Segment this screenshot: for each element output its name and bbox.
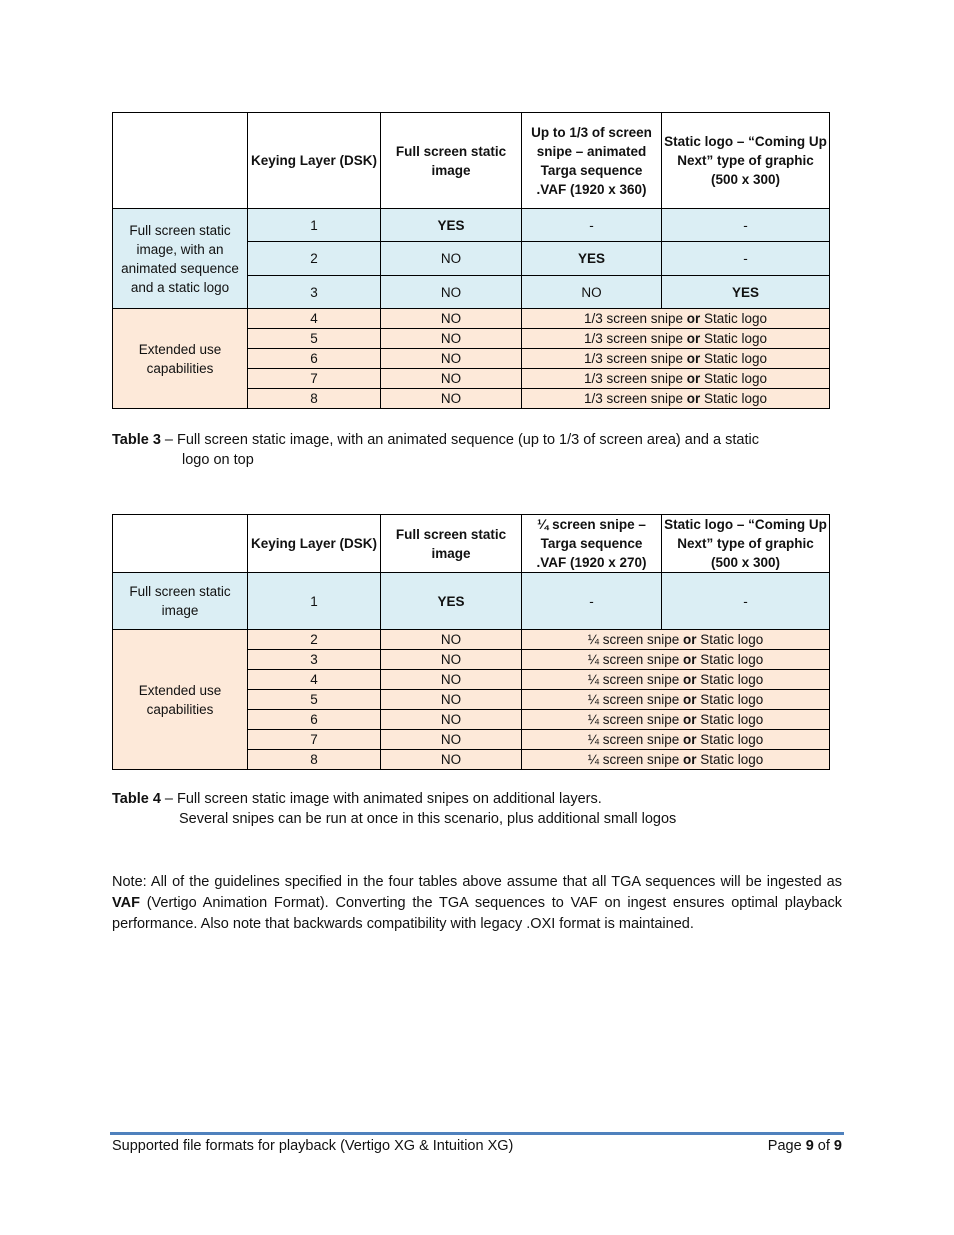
full-screen-cell: NO (381, 349, 522, 369)
layer-cell: 2 (248, 242, 381, 276)
snipe-cell: - (522, 573, 662, 630)
full-screen-cell: NO (381, 276, 522, 309)
full-screen-cell: NO (381, 730, 522, 750)
snipe-cell: NO (522, 276, 662, 309)
merged-cell: ¼ screen snipe or Static logo (522, 690, 830, 710)
table-header-cell (113, 113, 248, 209)
logo-cell: - (662, 209, 830, 242)
row-group-label: Full screen static image (113, 573, 248, 630)
table-header-full-screen: Full screen static image (381, 113, 522, 209)
full-screen-cell: NO (381, 329, 522, 349)
table-header-full-screen: Full screen static image (381, 515, 522, 573)
layer-cell: 6 (248, 710, 381, 730)
caption-text: – Full screen static image with animated snipes on additional layers. (160, 791, 602, 807)
table-header-static-logo: Static logo – “Coming Up Next” type of graphic (500 x 300) (662, 113, 830, 209)
table-row (113, 309, 830, 329)
table-header-keying-layer: Keying Layer (DSK) (248, 515, 381, 573)
merged-cell: ¼ screen snipe or Static logo (522, 750, 830, 770)
note-vaf-bold: VAF (112, 895, 140, 911)
full-screen-cell: NO (381, 690, 522, 710)
snipe-cell: - (522, 209, 662, 242)
caption-line-2: logo on top (182, 452, 254, 468)
layer-cell: 7 (248, 730, 381, 750)
full-screen-cell: NO (381, 750, 522, 770)
table-row (113, 209, 830, 242)
layer-cell: 8 (248, 750, 381, 770)
note-paragraph: Note: All of the guidelines specified in the four tables above assume that all TGA sequences will be ingested as VAF (Vertigo Animation Format). Converting the TGA sequences to VAF on ingest ensures optimal playback performance. Also note that backwards compatibility with legacy .OXI format is maintained. (112, 874, 842, 932)
layer-cell: 6 (248, 349, 381, 369)
full-screen-cell: NO (381, 242, 522, 276)
caption-label: Table 3 (112, 432, 161, 448)
table-row (113, 630, 830, 650)
table-header-snipe: ¼ screen snipe – Targa sequence .VAF (1920 x 270) (522, 515, 662, 573)
layer-cell: 8 (248, 389, 381, 409)
caption-line-2: Several snipes can be run at once in this scenario, plus additional small logos (179, 811, 677, 827)
layer-cell: 5 (248, 329, 381, 349)
full-screen-cell: NO (381, 710, 522, 730)
layer-cell: 7 (248, 369, 381, 389)
table-3 (112, 112, 830, 409)
logo-cell: - (662, 242, 830, 276)
row-group-label: Extended use capabilities (113, 630, 248, 770)
full-screen-cell: NO (381, 309, 522, 329)
footer-divider (110, 1132, 844, 1135)
full-screen-cell: NO (381, 630, 522, 650)
merged-cell: ¼ screen snipe or Static logo (522, 650, 830, 670)
layer-cell: 5 (248, 690, 381, 710)
row-group-label: Full screen static image, with an animated sequence and a static logo (113, 209, 248, 309)
full-screen-cell: NO (381, 369, 522, 389)
caption-label: Table 4 (112, 791, 161, 807)
full-screen-cell: YES (381, 209, 522, 242)
merged-cell: 1/3 screen snipe or Static logo (522, 309, 830, 329)
layer-cell: 2 (248, 630, 381, 650)
merged-cell: ¼ screen snipe or Static logo (522, 710, 830, 730)
merged-cell: 1/3 screen snipe or Static logo (522, 389, 830, 409)
page-number: Page 9 of 9 (767, 1138, 842, 1154)
full-screen-cell: NO (381, 389, 522, 409)
layer-cell: 1 (248, 573, 381, 630)
table-header-static-logo: Static logo – “Coming Up Next” type of graphic (500 x 300) (662, 515, 830, 573)
row-group-label: Extended use capabilities (113, 309, 248, 409)
merged-cell: ¼ screen snipe or Static logo (522, 730, 830, 750)
snipe-cell: YES (522, 242, 662, 276)
merged-cell: 1/3 screen snipe or Static logo (522, 369, 830, 389)
merged-cell: 1/3 screen snipe or Static logo (522, 329, 830, 349)
logo-cell: YES (662, 276, 830, 309)
logo-cell: - (662, 573, 830, 630)
table-4-caption (112, 789, 842, 829)
full-screen-cell: NO (381, 670, 522, 690)
table-header-snipe: Up to 1/3 of screen snipe – animated Targa sequence .VAF (1920 x 360) (522, 113, 662, 209)
merged-cell: ¼ screen snipe or Static logo (522, 630, 830, 650)
caption-text: – Full screen static image, with an animated sequence (up to 1/3 of screen area) and a static (160, 432, 759, 448)
table-header-cell (113, 515, 248, 573)
layer-cell: 4 (248, 670, 381, 690)
table-header-keying-layer: Keying Layer (DSK) (248, 113, 381, 209)
layer-cell: 1 (248, 209, 381, 242)
merged-cell: 1/3 screen snipe or Static logo (522, 349, 830, 369)
table-row (113, 573, 830, 630)
layer-cell: 4 (248, 309, 381, 329)
footer-title: Supported file formats for playback (Vertigo XG & Intuition XG) (112, 1138, 514, 1154)
full-screen-cell: YES (381, 573, 522, 630)
table-3-caption (112, 430, 842, 470)
layer-cell: 3 (248, 650, 381, 670)
layer-cell: 3 (248, 276, 381, 309)
table-4 (112, 514, 830, 770)
merged-cell: ¼ screen snipe or Static logo (522, 670, 830, 690)
full-screen-cell: NO (381, 650, 522, 670)
